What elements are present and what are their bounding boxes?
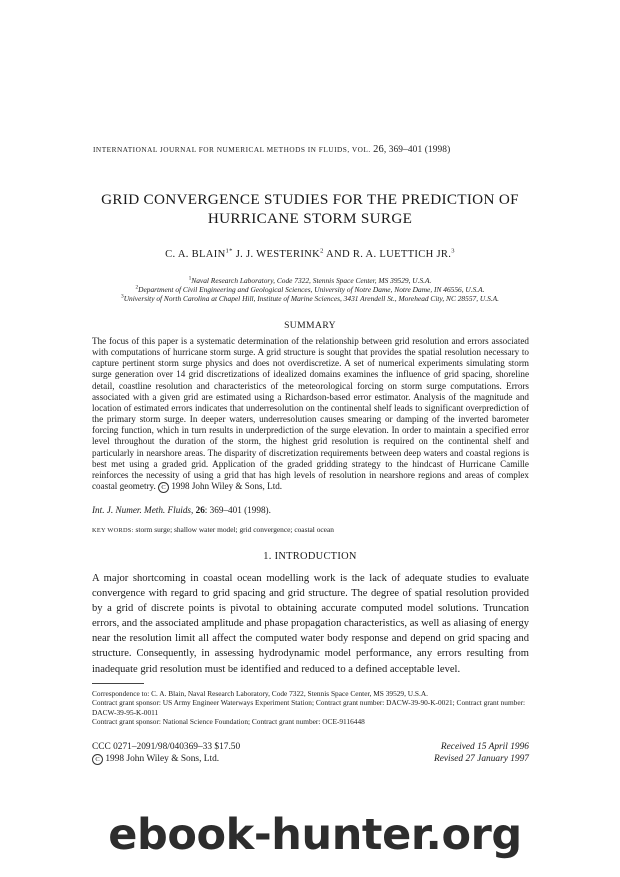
author-conjunction: AND bbox=[326, 249, 350, 260]
keywords-line bbox=[92, 525, 334, 534]
citation-volume: 26 bbox=[195, 505, 205, 515]
paper-title-line-1: GRID CONVERGENCE STUDIES FOR THE PREDICTION OF bbox=[101, 191, 519, 208]
affiliation-2: $^2$Department of Civil Engineering and Geological Sciences, University of Notre Dame, Notre Dame, IN 46556, U.S.A. bbox=[135, 284, 485, 294]
revised-date: Revised 27 January 1997 bbox=[433, 754, 529, 764]
author-name: C. A. BLAIN bbox=[165, 249, 226, 260]
footnotes bbox=[92, 689, 529, 726]
journal-name: INTERNATIONAL JOURNAL FOR NUMERICAL METHODS IN FLUIDS, VOL. bbox=[93, 145, 371, 154]
publication-copyright: C 1998 John Wiley & Sons, Ltd. bbox=[92, 753, 240, 765]
author-name: R. A. LUETTICH JR. bbox=[352, 249, 452, 260]
footnote-correspondence: Correspondence to: C. A. Blain, Naval Research Laboratory, Code 7322, Stennis Space Center, MS 39529, U.S.A. bbox=[92, 689, 428, 698]
keywords-text: storm surge; shallow water model; grid convergence; coastal ocean bbox=[135, 525, 334, 534]
ccc-code: CCC 0271–2091/98/040369–33 $17.50 bbox=[92, 742, 241, 752]
received-dates bbox=[360, 741, 529, 765]
author-mark: 2 bbox=[320, 247, 324, 255]
affiliation-3: $^3$University of North Carolina at Chapel Hill, Institute of Marine Sciences, 3431 Arendell St., Morehead City, NC 28557, U.S.A. bbox=[120, 293, 500, 303]
abstract-text bbox=[92, 336, 529, 493]
footnote-grant-1: Contract grant sponsor: US Army Engineer Waterways Experiment Station; Contract grant number: DACW-39-90-K-0021; Contract grant number: DACW-39-95-K-0011 bbox=[92, 698, 526, 717]
journal-volume: 26 bbox=[373, 144, 384, 155]
publication-info bbox=[92, 741, 240, 765]
citation-line: Int. J. Numer. Meth. Fluids, 26: 369–401 (1998). bbox=[92, 505, 271, 515]
abstract-copyright: 1998 John Wiley & Sons, Ltd. bbox=[171, 481, 283, 492]
footnote-divider bbox=[92, 683, 144, 684]
received-date: Received 15 April 1996 bbox=[440, 742, 529, 752]
abstract-body: The focus of this paper is a systematic determination of the relationship between grid resolution and errors associated with computations of hurricane storm surge. A grid structure is sought that provides the spatial resolution necessary to capture pertinent storm surge physics and does not overdiscretize. A set of numerical experiments simulating storm surge generation over 14 grid discretizations of idealized domains examines the influence of grid spacing, shoreline detail, coastline resolution and characteristics of the meteorological forcing on storm surge computations. Errors associated with a given grid are estimated using a Richardson-based error estimator. Analysis of the magnitude and location of estimated errors indicates that underresolution on the continental shelf leads to significant overprediction of the primary storm surge. In deeper waters, underresolution causes smearing or damping of the inverted barometer forcing function, which in turn results in underprediction of the surge elevation. In order to maintain a specified error level throughout the duration of the storm, the highest grid resolution is required on the continental shelf and particularly in nearshore areas. The disparity of discretization requirements between deep waters and coastal regions is best met using a graded grid. Application of the graded gridding strategy to the hindcast of Hurricane Camille reinforces the necessity of using a grid that has high levels of resolution in nearshore regions and areas of complex coastal geometry. bbox=[92, 336, 529, 492]
author-list bbox=[60, 249, 560, 260]
introduction-text: A major shortcoming in coastal ocean modelling work is the lack of adequate studies to evaluate convergence with regard to grid spacing and grid structure. The degree of spatial resolution provided by a grid of discrete points is pivotal to obtaining accurate computed model solutions. Truncation errors, and the associated amplitude and phase propagation characteristics, as well as aliasing of energy near the resolution limit all affect the computed water body response and depend on grid spacing and structure. Consequently, in assessing hydrodynamic model performance, any errors resulting from inadequate grid resolution must be identified and reduced to a defined acceptable level. bbox=[92, 573, 529, 675]
affiliation-1: $^1$Naval Research Laboratory, Code 7322, Stennis Space Center, MS 39529, U.S.A. bbox=[188, 275, 432, 285]
copyright-icon: C bbox=[92, 754, 103, 765]
author-mark: 1* bbox=[225, 247, 233, 255]
author-name: J. J. WESTERINK bbox=[235, 249, 321, 260]
watermark-text: ebook-hunter.org bbox=[108, 810, 522, 860]
section-heading-introduction: 1. INTRODUCTION bbox=[263, 551, 357, 562]
copyright-icon: C bbox=[158, 482, 169, 493]
keywords-label: KEY WORDS: bbox=[92, 527, 134, 534]
paper-title-line-2: HURRICANE STORM SURGE bbox=[207, 210, 413, 227]
journal-year: (1998) bbox=[424, 145, 451, 155]
journal-pages: 369–401 bbox=[388, 145, 423, 155]
journal-header: INTERNATIONAL JOURNAL FOR NUMERICAL METHODS IN FLUIDS, VOL. 26, 369–401 (1998) bbox=[93, 144, 451, 155]
citation-pages: : 369–401 (1998). bbox=[204, 505, 271, 515]
footnote-grant-2: Contract grant sponsor: National Science Foundation; Contract grant number: OCE-9116448 bbox=[92, 717, 365, 727]
author-mark: 3 bbox=[451, 247, 455, 255]
summary-heading: SUMMARY bbox=[284, 320, 336, 331]
citation-journal: Int. J. Numer. Meth. Fluids bbox=[92, 505, 192, 515]
